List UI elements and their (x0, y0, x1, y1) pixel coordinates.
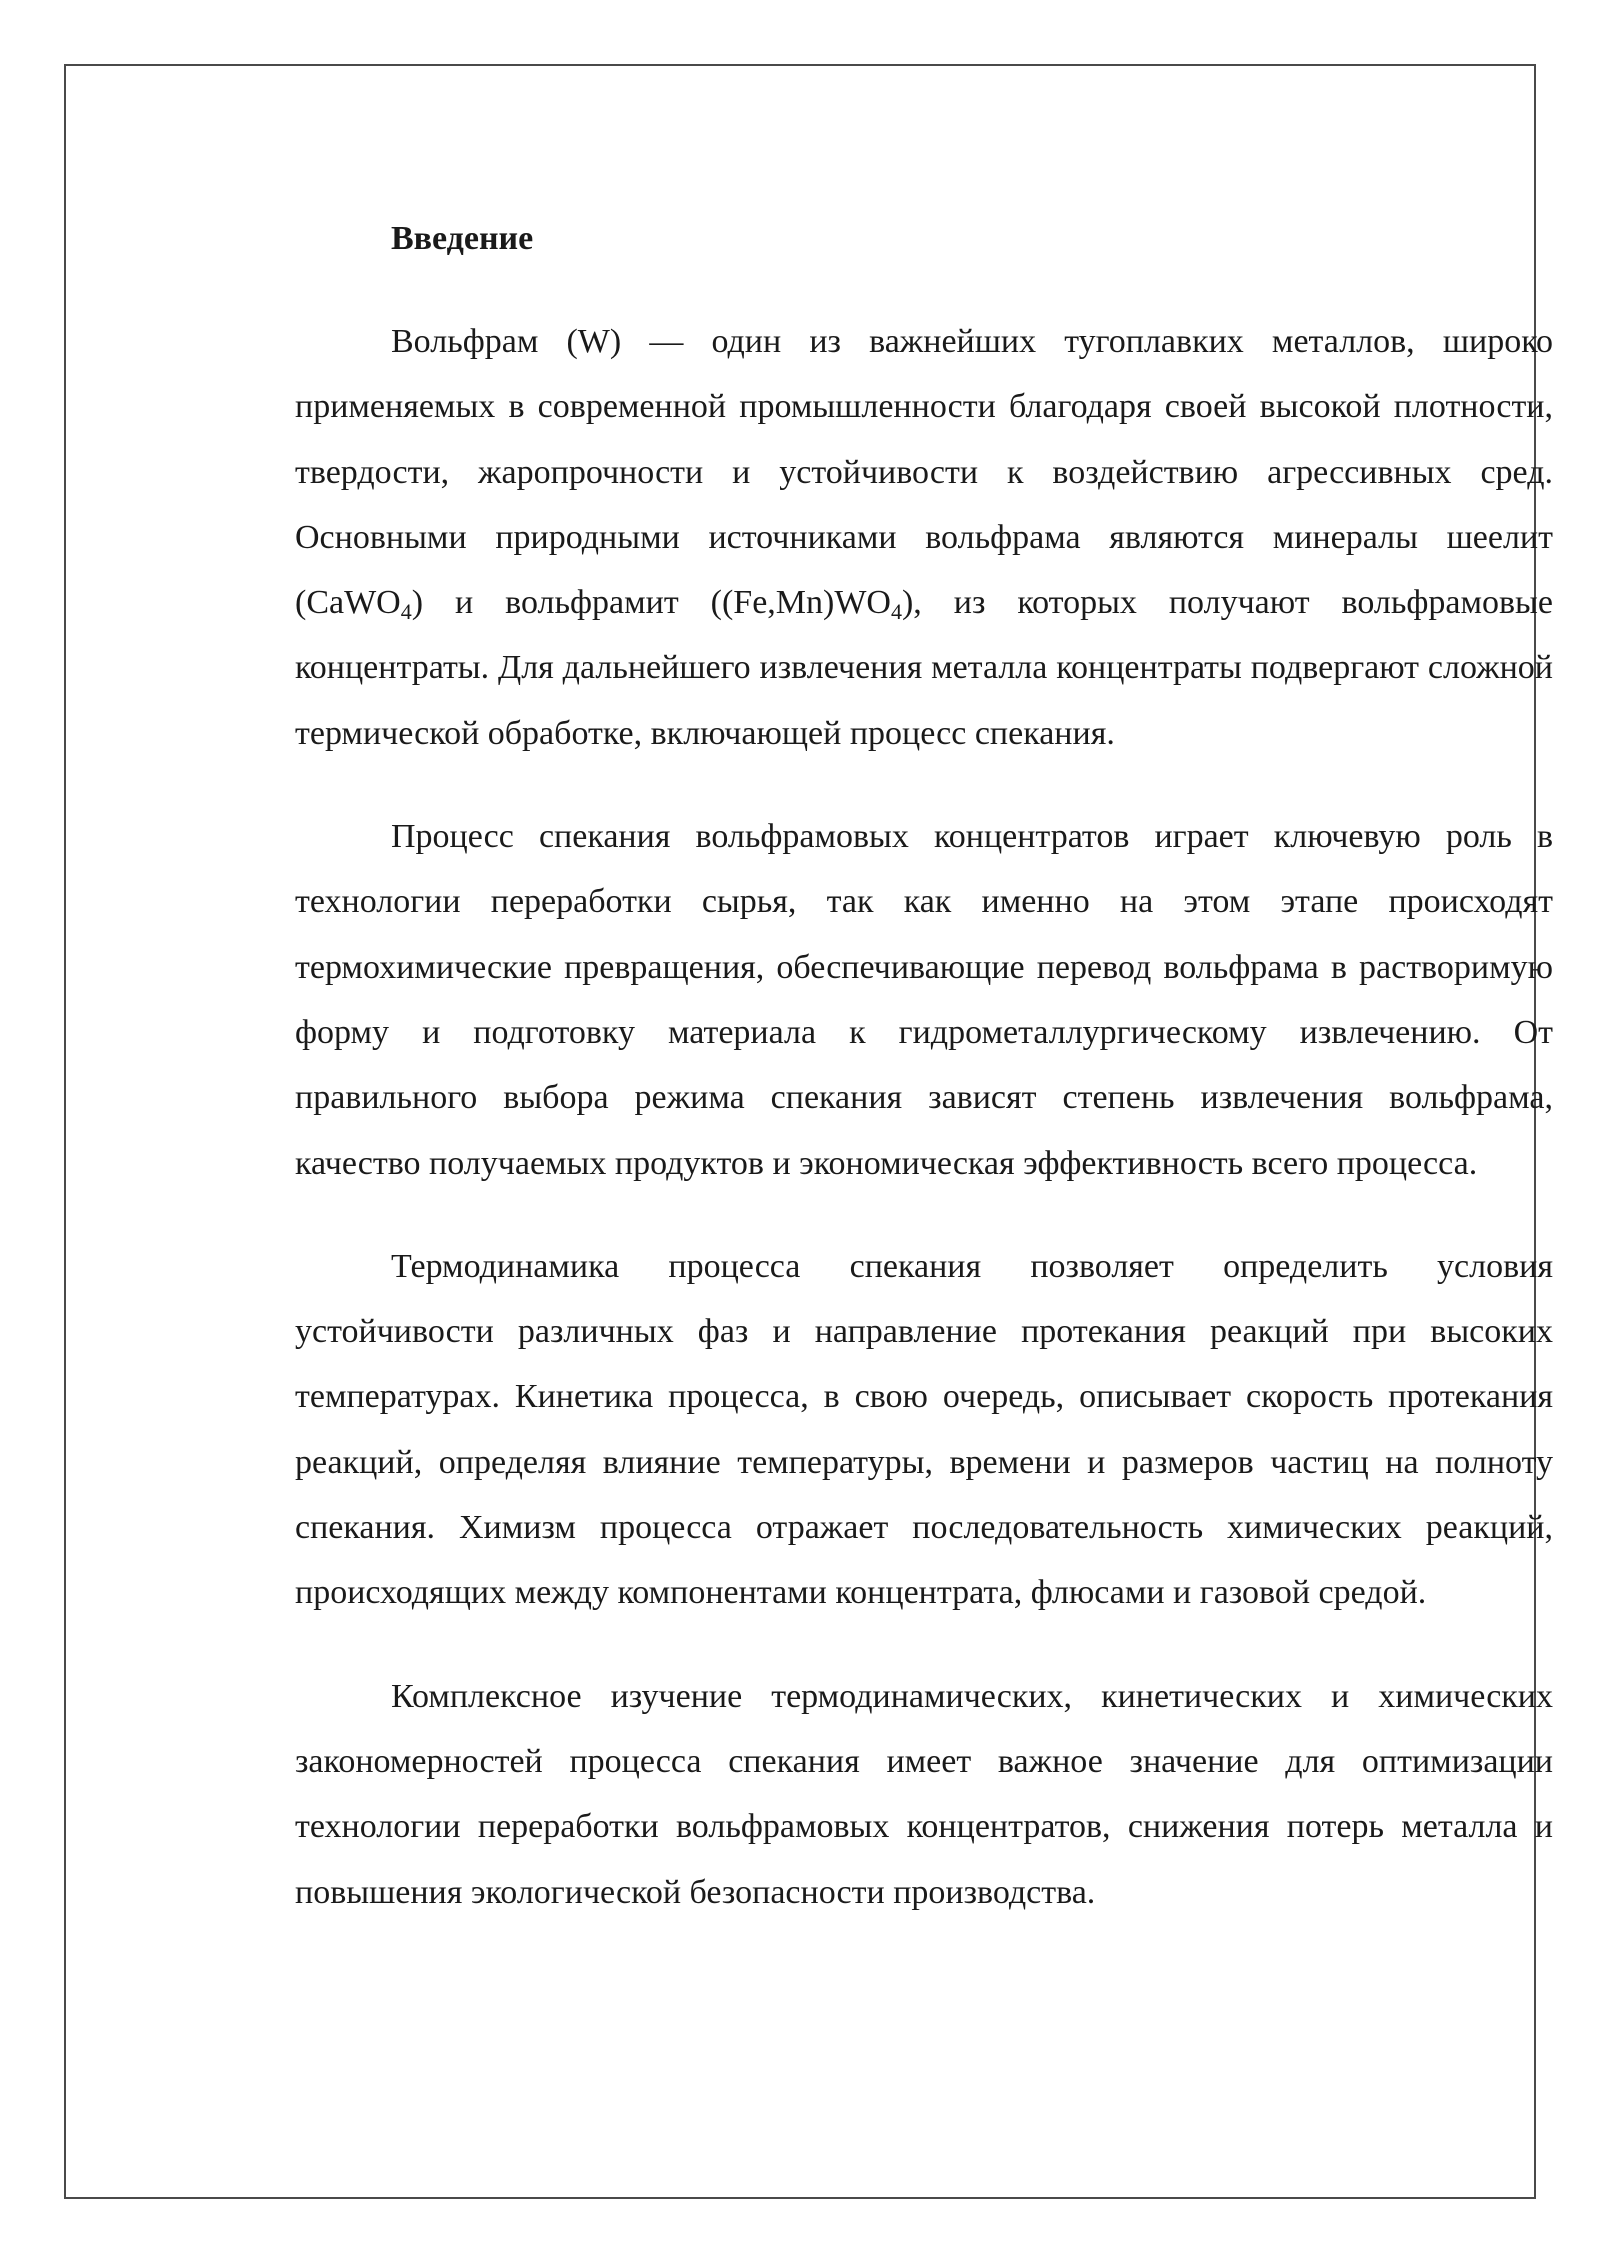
paragraph-complex-study: Комплексное изучение термодинамических, кинетических и химических закономерностей процесса спекания имеет важное значение для оптимизации технологии переработки вольфрамовых концентратов, снижения потерь металла и повышения экологической безопасности производства. (295, 1677, 1553, 1911)
paragraph-intro-tungsten (295, 309, 1553, 766)
section-heading: Введение (391, 220, 534, 257)
paragraph-text: Вольфрам (W) — один из важнейших тугоплавких металлов, широко применяемых в современной промышленности благодаря своей высокой плотности, твердости, жаропрочности и устойчивости к воздействию агрессивных сред. Основными природными источниками вольфрама являются минералы шеелит (CaWO (295, 323, 1553, 622)
document-body (295, 206, 1553, 1963)
paragraph-thermodynamics: Термодинамика процесса спекания позволяет определить условия устойчивости различных фаз и направление протекания реакций при высоких температурах. Кинетика процесса, в свою очередь, описывает скорость протекания реакций, определяя влияние температуры, времени и размеров частиц на полноту спекания. Химизм процесса отражает последовательность химических реакций, происходящих между компонентами концентрата, флюсами и газовой средой. (295, 1247, 1553, 1612)
subscript: 4 (890, 599, 902, 625)
page-frame (64, 64, 1553, 2199)
paragraph-text: ), из которых получают вольфрамовые концентраты. Для дальнейшего извлечения металла концентраты подвергают сложной термической обработке, включающей процесс спекания. (295, 584, 1553, 752)
paragraph-sintering-role: Процесс спекания вольфрамовых концентратов играет ключевую роль в технологии переработки сырья, так как именно на этом этапе происходят термохимические превращения, обеспечивающие перевод вольфрама в растворимую форму и подготовку материала к гидрометаллургическому извлечению. От правильного выбора режима спекания зависят степень извлечения вольфрама, качество получаемых продуктов и экономическая эффективность всего процесса. (295, 818, 1553, 1182)
paragraph-text: ) и вольфрамит ((Fe,Mn)WO (411, 584, 891, 622)
subscript: 4 (400, 599, 412, 625)
